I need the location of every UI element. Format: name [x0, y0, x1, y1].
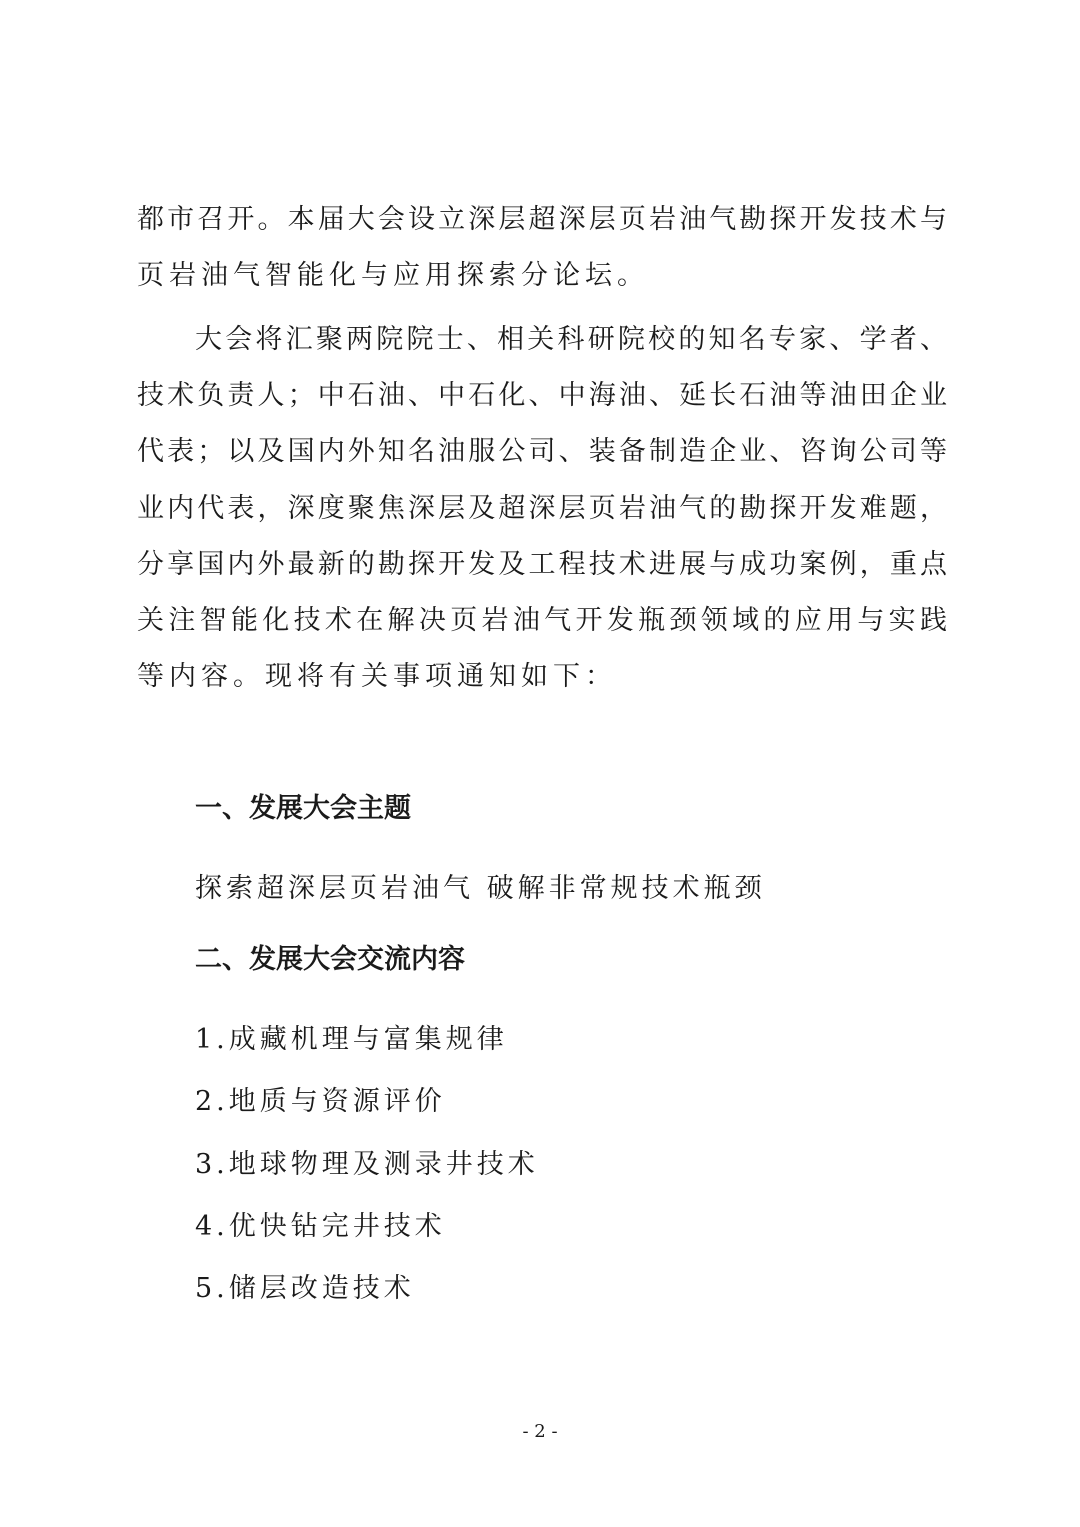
paragraph-2-line-3: 代表；以及国内外知名油服公司、装备制造企业、咨询公司等	[137, 436, 947, 467]
list-item: 4.优快钻完井技术	[195, 1211, 446, 1242]
section-1-heading: 一、发展大会主题	[195, 793, 411, 824]
paragraph-1-line-2: 页岩油气智能化与应用探索分论坛。	[137, 260, 649, 291]
paragraph-2-line-5: 分享国内外最新的勘探开发及工程技术进展与成功案例，重点	[137, 549, 947, 580]
paragraph-1-line-1: 都市召开。本届大会设立深层超深层页岩油气勘探开发技术与	[137, 204, 947, 235]
page-number: - 2 -	[522, 1421, 558, 1442]
section-2-heading: 二、发展大会交流内容	[195, 944, 465, 975]
paragraph-2-line-6: 关注智能化技术在解决页岩油气开发瓶颈领域的应用与实践	[137, 605, 947, 636]
section-1-theme: 探索超深层页岩油气 破解非常规技术瓶颈	[195, 873, 766, 904]
list-item: 1.成藏机理与富集规律	[195, 1024, 508, 1055]
paragraph-2-line-4: 业内代表，深度聚焦深层及超深层页岩油气的勘探开发难题，	[137, 493, 947, 524]
list-item: 5.储层改造技术	[195, 1273, 415, 1304]
list-item: 3.地球物理及测录井技术	[195, 1149, 539, 1180]
list-item: 2.地质与资源评价	[195, 1086, 446, 1117]
paragraph-2-line-7: 等内容。现将有关事项通知如下：	[137, 661, 617, 692]
paragraph-2-line-1: 大会将汇聚两院院士、相关科研院校的知名专家、学者、	[195, 324, 947, 355]
paragraph-2-line-2: 技术负责人；中石油、中石化、中海油、延长石油等油田企业	[137, 380, 947, 411]
